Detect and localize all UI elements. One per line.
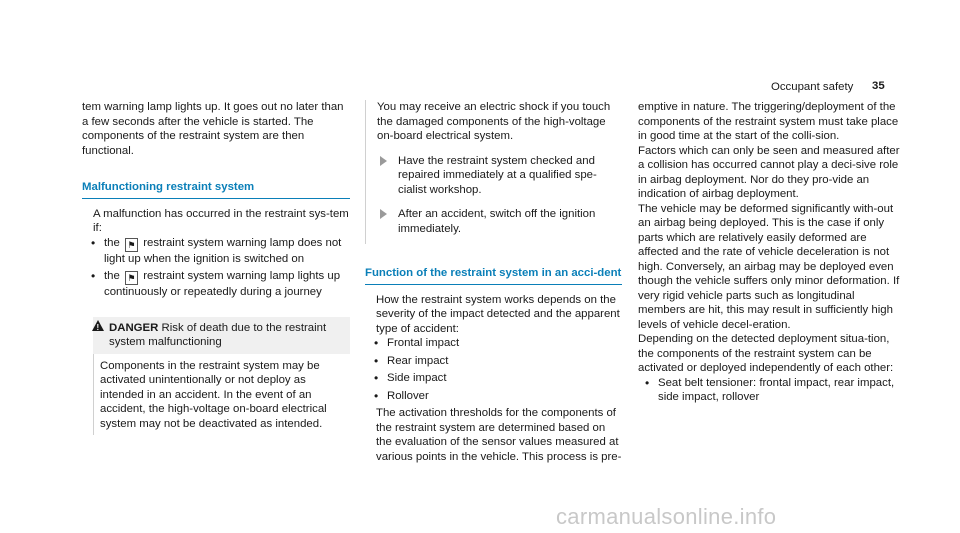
step-item: After an accident, switch off the ignition immediately. — [366, 207, 622, 236]
danger-header — [93, 317, 350, 354]
tensioner-list — [638, 376, 900, 405]
airbag-warning-icon: ⚑ — [125, 238, 138, 252]
step-arrow-icon — [380, 156, 387, 166]
paragraph: The vehicle may be deformed significantly with-out an airbag being deployed. This is the case if only parts which are relatively easily deformed are affected and the rate of vehicle deceleration is not high. Conversely, an airbag may be deployed even though the vehicle suffers only minor deformation. If very rigid vehicle parts such as longitudinal members are hit, this may result in sufficiently high levels of vehicle decel-eration. — [638, 202, 900, 331]
list-item: • Rollover — [387, 389, 622, 404]
function-intro: How the restraint system works depends on the severity of the impact detected and the apparent type of accident: — [376, 293, 620, 335]
danger-body: Components in the restraint system may be activated unintentionally or not deploy as intended in an accident. In the event of an accident, the high-voltage on-board electrical system may not be deactivated as intended. — [93, 354, 350, 436]
column-2 — [365, 100, 622, 464]
danger-continuation — [365, 100, 622, 244]
list-item: • Side impact — [387, 371, 622, 386]
step-item: Have the restraint system checked and repaired immediately at a qualified spe-cialist workshop. — [366, 154, 622, 198]
column-1 — [82, 100, 350, 435]
danger-title: Risk of death due to the restraint system malfunctioning — [109, 321, 327, 348]
paragraph: Depending on the detected deployment situa-tion, the components of the restraint system can be activated or deployed independently of each other: — [638, 333, 894, 374]
airbag-warning-icon: ⚑ — [125, 271, 138, 285]
thresholds-paragraph: The activation thresholds for the components of the restraint system are determined based on the evaluation of the sensor values measured at various points in the vehicle. This process is pre- — [376, 407, 622, 463]
warning-triangle-icon — [92, 320, 104, 331]
malfunction-list — [82, 236, 350, 300]
danger-notice — [93, 317, 350, 436]
step-arrow-icon — [380, 209, 387, 219]
shock-paragraph: You may receive an electric shock if you touch the damaged components of the high-voltage on-board electrical system. — [377, 101, 611, 142]
list-item: • Seat belt tensioner: frontal impact, rear impact, side impact, rollover — [658, 376, 900, 405]
function-heading: Function of the restraint system in an acci-dent — [365, 266, 622, 285]
accident-types-list — [365, 336, 622, 403]
paragraph: Factors which can only be seen and measured after a collision has occurred cannot play a deci-sive role in airbag deployment. Nor do they pro-vide an indication of airbag deployment. — [638, 144, 900, 200]
list-item: • the ⚑ restraint system warning lamp lights up continuously or repeatedly during a journey — [104, 269, 350, 300]
paragraph: emptive in nature. The triggering/deployment of the components of the restraint system must take place in good time at the start of the colli-sion. — [638, 101, 899, 142]
intro-paragraph: tem warning lamp lights up. It goes out no later than a few seconds after the vehicle is started. The components of the restraint system are then functional. — [82, 101, 344, 157]
watermark: carmanualsonline.info — [556, 504, 777, 529]
list-item: • Rear impact — [387, 354, 622, 369]
page-number: 35 — [872, 80, 885, 92]
danger-label: DANGER — [109, 321, 159, 334]
column-3 — [638, 100, 900, 408]
malfunction-heading: Malfunctioning restraint system — [82, 180, 350, 199]
page-header-title: Occupant safety — [771, 81, 854, 93]
list-item: • the ⚑ restraint system warning lamp does not light up when the ignition is switched on — [104, 236, 350, 267]
list-item: • Frontal impact — [387, 336, 622, 351]
malfunction-intro: A malfunction has occurred in the restraint sys-tem if: — [93, 207, 349, 234]
